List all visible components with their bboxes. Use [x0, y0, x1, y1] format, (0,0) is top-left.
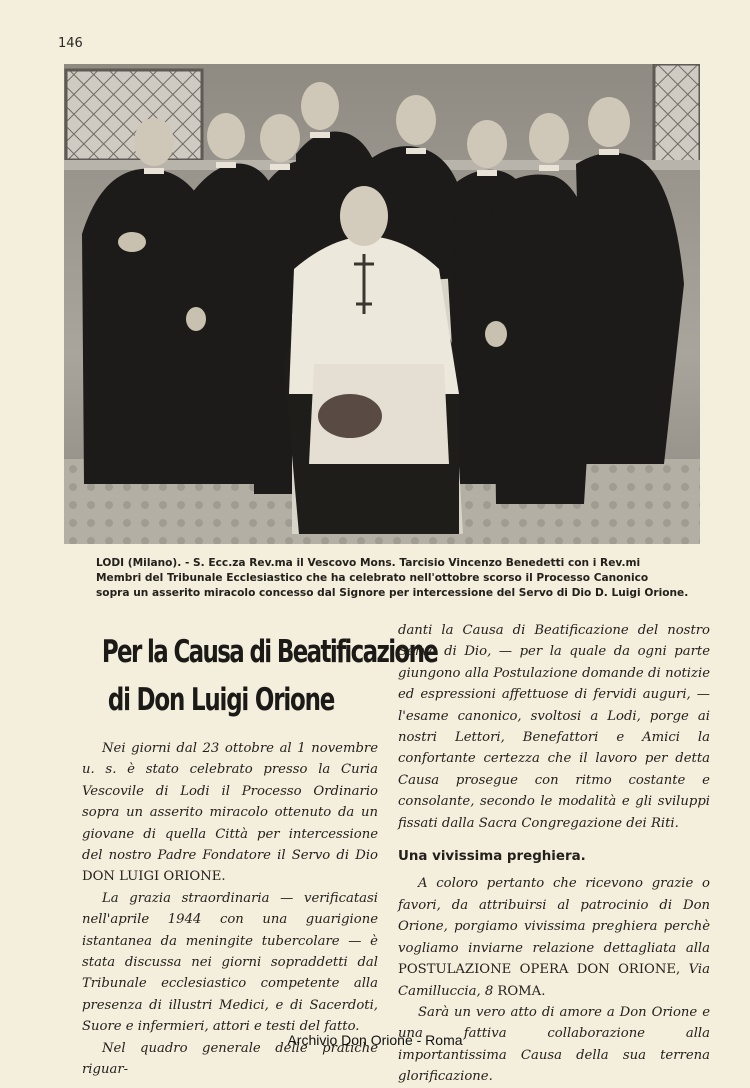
caption-line: LODI (Milano). - S. Ecc.za Rev.ma il Vescovo Mons. Tarcisio Vincenzo Benedetti con i Rev.mi	[96, 557, 641, 569]
photo-caption	[96, 556, 702, 601]
paragraph-emphasis: ROMA.	[497, 983, 546, 999]
article-title-line1: Per la Causa di Beatificazione	[101, 634, 438, 670]
paragraph-text: Via Camilluccia, 8	[398, 962, 710, 999]
article-title-line2: di Don Luigi Orione	[107, 682, 335, 718]
section-subheading: Una vivissima preghiera.	[398, 849, 586, 865]
paragraph-text: Nei giorni dal 23 ottobre al 1 novembre u. s. è stato celebrato presso la Curia Vescovile di Lodi il Processo Ordinario sopra un asserito miracolo ottenuto da un giovane di quella Città per intercessione del nostro Padre Fondatore il Servo di Dio	[82, 741, 378, 864]
article-paragraph	[82, 738, 378, 888]
article-left-column	[82, 738, 378, 1081]
article-paragraph: La grazia straordinaria — verificatasi nell'aprile 1944 con una guarigione istantanea da meningite tubercolare — è stata discussa nei giorni sopraddetti dal Tribunale ecclesiastico competente alla presenza di illustri Medici, e di Sacerdoti, Suore e infermieri, attori e testi del fatto.	[82, 890, 378, 1035]
caption-line: Membri del Tribunale Ecclesiastico che ha celebrato nell'ottobre scorso il Processo Canonico	[96, 572, 649, 584]
article-paragraph: Nel quadro generale delle pratiche riguar-	[82, 1040, 378, 1078]
caption-line: sopra un asserito miracolo concesso dal Signore per intercessione del Servo di Dio D. Luigi Orione.	[96, 587, 689, 599]
group-portrait-photo	[64, 64, 700, 544]
article-paragraph	[398, 873, 710, 1001]
archive-footer: Archivio Don Orione - Roma	[287, 1032, 463, 1048]
article-right-column	[398, 620, 710, 1088]
article-title	[60, 628, 438, 724]
paragraph-text: A coloro pertanto che ricevono grazie o favori, da attribuirsi al patrocinio di Don Orione, porgiamo vivissima preghiera perchè vogliamo inviarne relazione dettagliata alla	[398, 876, 710, 956]
paragraph-emphasis: DON LUIGI ORIONE.	[82, 869, 226, 885]
paragraph-emphasis: POSTULAZIONE OPERA DON ORIONE,	[398, 962, 681, 978]
article-paragraph: danti la Causa di Beatificazione del nostro Servo di Dio, — per la quale da ogni parte giungono alla Postulazione domande di notizie ed espressioni affettuose di fervidi auguri, — l'esame canonico, svoltosi a Lodi, porge ai nostri Lettori, Benefattori e Amici la confortante certezza che il lavoro per detta Causa prosegue con ritmo costante e consolante, secondo le modalità e gli sviluppi fissati dalla Sacra Congregazione dei Riti.	[398, 623, 710, 831]
article-paragraph: Sarà un vero atto di amore a Don Orione e una fattiva collaborazione alla importantissima Causa della sua terrena glorificazione.	[398, 1004, 710, 1085]
page-number: 146	[58, 36, 83, 51]
